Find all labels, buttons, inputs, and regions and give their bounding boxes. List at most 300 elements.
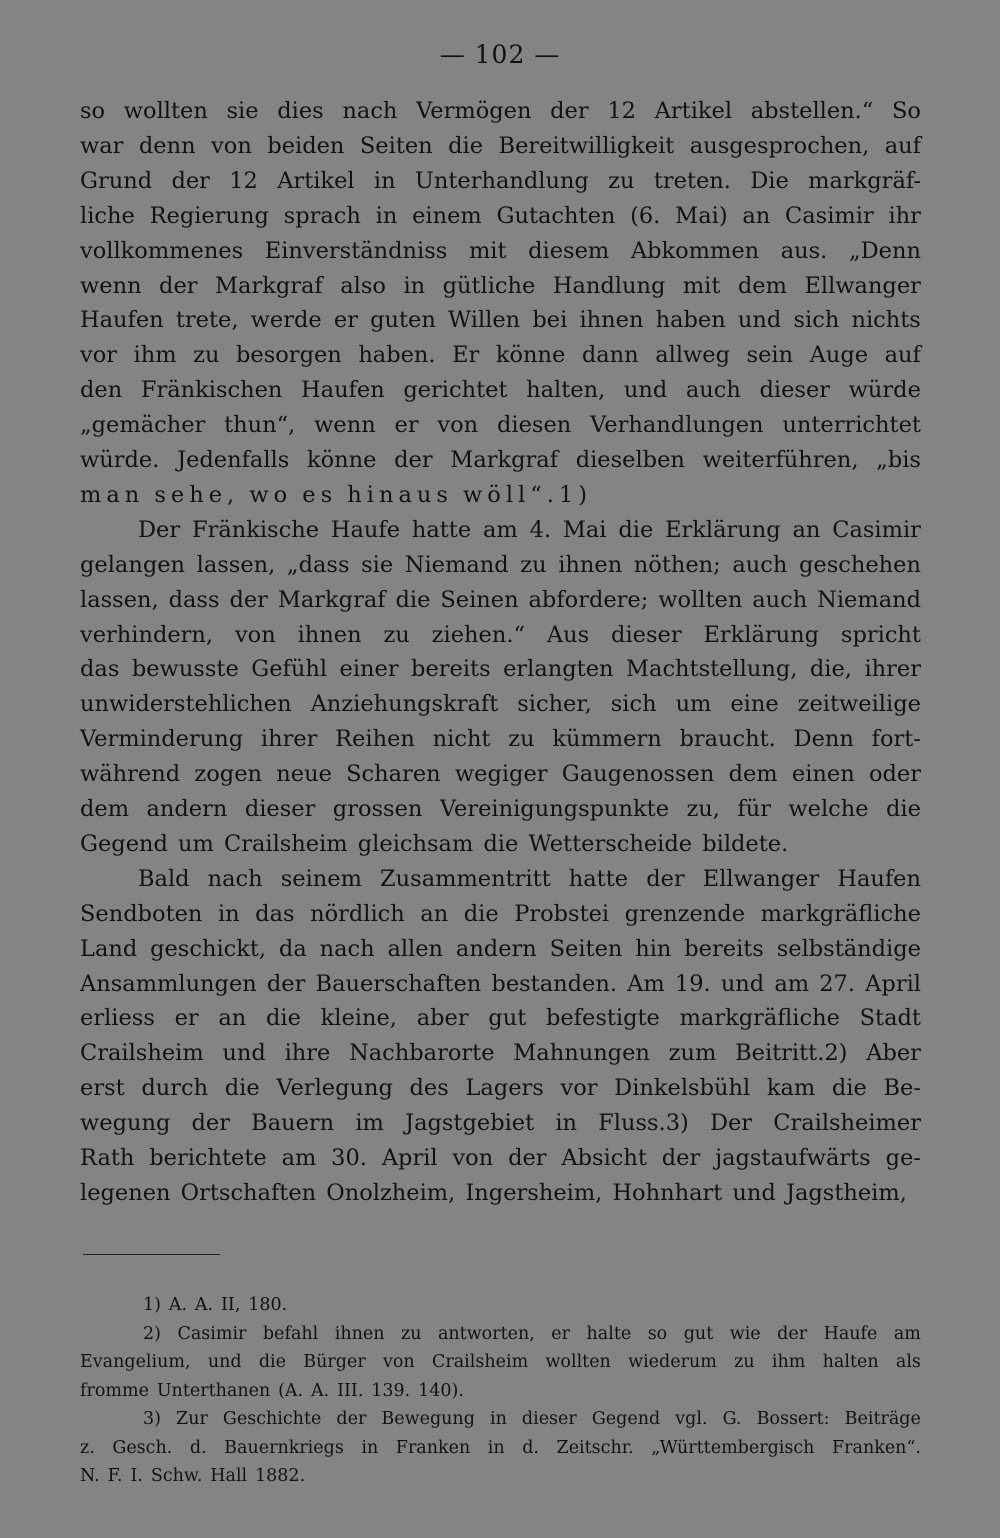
word: um xyxy=(675,691,712,718)
footnote-line xyxy=(80,1438,921,1466)
word: braucht. xyxy=(679,726,776,753)
word: Mai xyxy=(562,516,607,543)
word: die xyxy=(483,830,519,857)
word: grossen xyxy=(332,796,423,822)
word: bereits xyxy=(411,656,491,683)
word: Niemand xyxy=(817,586,921,613)
word: 27. xyxy=(819,970,856,997)
text-line xyxy=(138,866,921,901)
footnote-line xyxy=(143,1324,921,1352)
word: hatte xyxy=(568,865,629,892)
word: ihr xyxy=(888,202,921,229)
word: „dass xyxy=(286,551,350,578)
word: eine xyxy=(730,691,779,718)
word: Nachbarorte xyxy=(349,1040,495,1067)
word: da xyxy=(278,935,307,962)
word: G. xyxy=(722,1409,742,1429)
word: bestanden. xyxy=(491,970,617,997)
word: seinem xyxy=(280,865,362,892)
word: Probstei xyxy=(514,900,610,927)
word: Machtstellung, xyxy=(626,656,798,683)
word: dieselben xyxy=(575,447,685,473)
word: unterrichtet xyxy=(782,412,921,439)
page-number: — 102 — xyxy=(439,40,561,69)
word: Evangelium, xyxy=(80,1352,191,1372)
word: April xyxy=(865,970,921,997)
word: legenen xyxy=(80,1179,171,1206)
word: in xyxy=(487,1437,505,1458)
word: könne xyxy=(495,342,566,369)
word: am xyxy=(281,1145,317,1171)
word: und xyxy=(207,1352,242,1372)
text-line xyxy=(80,168,921,203)
word: bildete. xyxy=(702,830,789,857)
word: sich xyxy=(610,691,657,718)
word: während xyxy=(80,761,181,788)
word: in xyxy=(555,1110,577,1137)
word: die xyxy=(886,796,921,822)
word: ihm xyxy=(133,342,177,369)
word: wo xyxy=(249,481,293,508)
word: man xyxy=(80,481,145,508)
word: Casimir xyxy=(177,1323,247,1344)
word: Artikel xyxy=(654,98,733,124)
word: es xyxy=(302,481,338,508)
word: kam xyxy=(766,1075,816,1102)
text-line xyxy=(80,587,921,622)
word: die xyxy=(395,586,431,613)
word: antworten, xyxy=(437,1323,535,1344)
word: an xyxy=(742,202,771,229)
word: halte xyxy=(586,1323,632,1344)
word: Der xyxy=(709,1110,753,1137)
word: Crailsheim xyxy=(431,1352,529,1372)
word: Schw. xyxy=(150,1466,203,1486)
word: nach xyxy=(319,935,375,962)
word: die xyxy=(266,1005,301,1032)
word: allen xyxy=(387,935,444,962)
word: ihrer xyxy=(260,726,318,753)
word: selbständige xyxy=(776,935,921,962)
word: an xyxy=(420,900,449,927)
text-line xyxy=(80,726,921,761)
word: zu xyxy=(520,551,547,578)
word: nicht xyxy=(432,726,491,753)
word: war xyxy=(80,132,124,159)
word: Vereinigungspunkte xyxy=(439,796,670,822)
word: Haufen xyxy=(837,865,921,892)
word: F. xyxy=(107,1466,123,1486)
word: Markgraf xyxy=(450,447,559,473)
word: 1882. xyxy=(255,1466,306,1486)
word: aus. xyxy=(780,237,828,264)
word: von xyxy=(234,621,276,648)
word: auch xyxy=(732,551,788,578)
word: Franken“. xyxy=(832,1437,921,1458)
word: So xyxy=(892,98,921,124)
word: I. xyxy=(130,1466,143,1486)
word: Unterthanen xyxy=(156,1380,271,1401)
word: dies xyxy=(277,98,324,124)
word: könne xyxy=(306,447,377,473)
word: zeitweilige xyxy=(797,691,921,718)
word: Artikel xyxy=(277,167,355,194)
word: dieser xyxy=(244,796,316,822)
word: sprach xyxy=(283,202,361,229)
word: zu, xyxy=(686,796,720,822)
text-line xyxy=(80,936,921,971)
word: Ansammlungen xyxy=(80,970,257,997)
word: 1) xyxy=(143,1295,161,1315)
word: der xyxy=(171,167,210,194)
footnote-line xyxy=(143,1295,921,1323)
text-line xyxy=(80,482,921,517)
word: abfordere; xyxy=(528,586,649,613)
word: das xyxy=(255,900,295,927)
text-line xyxy=(80,901,921,936)
word: Verlegung xyxy=(276,1075,393,1102)
text-line xyxy=(80,1005,921,1040)
word: werde xyxy=(250,307,322,334)
word: Ellwanger xyxy=(804,272,921,299)
word: geschehen xyxy=(798,551,921,578)
word: wegung xyxy=(80,1110,171,1137)
word: Ingersheim, xyxy=(465,1179,603,1206)
footnote-line xyxy=(143,1409,921,1437)
word: befestigte xyxy=(545,1005,660,1032)
word: die, xyxy=(809,656,852,683)
word: spricht xyxy=(840,621,921,648)
word: ihnen xyxy=(558,551,623,578)
word: Jedenfalls xyxy=(177,447,290,473)
word: dem xyxy=(737,272,787,299)
word: zu xyxy=(193,342,220,369)
text-line xyxy=(80,133,921,168)
word: dieser xyxy=(521,1409,577,1429)
text-line xyxy=(80,377,921,412)
word: Markgraf xyxy=(277,586,386,613)
word: markgräf- xyxy=(808,167,921,194)
word: würde xyxy=(848,377,921,404)
word: hin xyxy=(635,935,672,962)
word: Regierung xyxy=(149,202,269,229)
word: als xyxy=(895,1352,921,1372)
word: trete, xyxy=(175,307,239,334)
word: ausgesprochen, xyxy=(689,132,870,159)
text-line xyxy=(80,1040,921,1075)
word: den xyxy=(80,377,123,404)
word: Rath xyxy=(80,1145,135,1171)
word: Gaugenossen xyxy=(561,761,715,788)
word: 19. xyxy=(674,970,711,997)
word: aber xyxy=(416,1005,469,1032)
word: und xyxy=(720,970,765,997)
word: Ellwanger xyxy=(702,865,820,892)
word: der xyxy=(159,272,198,299)
word: lassen, xyxy=(80,586,159,613)
word: denn xyxy=(138,132,196,159)
word: Aber xyxy=(866,1040,921,1067)
word: mit xyxy=(682,272,721,299)
footnote-line xyxy=(80,1381,921,1409)
word: Absicht xyxy=(561,1145,647,1171)
word: wollten xyxy=(123,98,208,124)
word: von xyxy=(452,1145,494,1171)
word: „Württembergisch xyxy=(651,1437,815,1458)
text-line xyxy=(80,796,921,831)
word: Die xyxy=(750,167,789,194)
word: kümmern xyxy=(552,726,662,753)
word: sich xyxy=(793,307,840,334)
word: Zeitschr. xyxy=(556,1437,634,1458)
word: 4. xyxy=(529,516,552,543)
word: in xyxy=(373,167,396,194)
word: Bewegung xyxy=(381,1409,475,1429)
word: gerichtet xyxy=(403,377,508,404)
word: Franken xyxy=(395,1437,471,1458)
word: mit xyxy=(468,237,507,264)
word: Gegend xyxy=(80,830,168,857)
text-line xyxy=(80,98,921,133)
word: Verhandlungen xyxy=(590,412,764,439)
word: hatte xyxy=(411,516,472,543)
word: wenn xyxy=(80,272,142,299)
word: Geschichte xyxy=(222,1409,322,1429)
word: zu xyxy=(400,1323,422,1344)
word: „Denn xyxy=(848,237,921,264)
text-line xyxy=(80,342,921,377)
word: guten xyxy=(370,307,436,334)
word: Vermögen xyxy=(416,98,532,124)
word: dass xyxy=(168,586,220,613)
word: vgl. xyxy=(675,1409,708,1429)
word: Zur xyxy=(176,1409,208,1429)
word: haben. xyxy=(358,342,436,369)
word: andern xyxy=(146,796,228,822)
text-line xyxy=(80,1110,921,1145)
word: er xyxy=(394,412,419,439)
word: Verminderung xyxy=(80,726,244,753)
word: gut xyxy=(683,1323,714,1344)
text-line xyxy=(80,761,921,796)
word: Zusammentritt xyxy=(380,865,551,892)
word: Erklärung xyxy=(665,516,781,543)
word: nach xyxy=(207,865,263,892)
word: Scharen xyxy=(346,761,441,788)
word: am xyxy=(774,970,810,997)
word: von xyxy=(437,412,479,439)
word: Am xyxy=(627,970,665,997)
word: haben xyxy=(655,307,726,334)
word: in xyxy=(361,1437,379,1458)
word: die xyxy=(618,516,654,543)
word: der xyxy=(777,1323,808,1344)
word: Abkommen xyxy=(630,237,760,264)
word: er xyxy=(333,307,358,334)
word: II, xyxy=(221,1295,241,1315)
word: z. xyxy=(80,1437,95,1458)
word: Bürger xyxy=(303,1352,366,1372)
text-line xyxy=(80,552,921,587)
word: allweg xyxy=(655,342,730,369)
word: einen xyxy=(791,761,855,788)
word: zogen xyxy=(194,761,263,788)
word: Denn xyxy=(793,726,854,753)
word: wenn xyxy=(314,412,376,439)
word: ihnen xyxy=(334,1323,385,1344)
word: bereits xyxy=(684,935,764,962)
text-line xyxy=(138,517,921,552)
word: einer xyxy=(339,656,399,683)
text-line xyxy=(80,307,921,342)
word: Unterhandlung xyxy=(414,167,589,194)
word: Einverständniss xyxy=(264,237,448,264)
word: Crailsheimer xyxy=(773,1110,921,1137)
word: 12 xyxy=(607,98,636,124)
word: abstellen.“ xyxy=(750,98,874,124)
word: A. xyxy=(311,1380,330,1401)
word: in xyxy=(375,202,398,229)
word: ihre xyxy=(284,1040,331,1067)
word: wöll“.1) xyxy=(463,481,592,508)
word: 12 xyxy=(229,167,258,194)
word: auch xyxy=(685,377,741,404)
word: geschickt, xyxy=(150,935,267,962)
footnote-line xyxy=(80,1352,921,1380)
word: die xyxy=(448,132,484,159)
word: Beitritt.2) xyxy=(735,1040,848,1067)
word: am xyxy=(482,516,518,543)
word: Reihen xyxy=(335,726,415,753)
text-line xyxy=(80,1180,921,1215)
word: zu xyxy=(383,621,410,648)
word: Crailsheim xyxy=(80,1040,204,1067)
word: gütliche xyxy=(442,272,536,299)
word: d. xyxy=(522,1437,539,1458)
word: oder xyxy=(868,761,921,788)
word: zu xyxy=(508,726,535,753)
word: neue xyxy=(276,761,332,788)
word: Gegend xyxy=(591,1409,661,1429)
word: nördlich xyxy=(310,900,405,927)
word: III. xyxy=(337,1380,364,1401)
word: Seiten xyxy=(359,132,433,159)
text-line xyxy=(80,1075,921,1110)
word: der xyxy=(508,1145,547,1171)
word: und xyxy=(732,1179,776,1206)
word: grenzende xyxy=(624,900,746,927)
word: Gefühl xyxy=(251,656,328,683)
word: Haufe xyxy=(330,516,401,543)
word: Ortschaften xyxy=(180,1179,317,1206)
text-line xyxy=(80,691,921,726)
text-line xyxy=(80,971,921,1006)
word: für xyxy=(737,796,771,822)
word: von xyxy=(383,1352,415,1372)
word: in xyxy=(217,900,240,927)
word: Beiträge xyxy=(844,1409,921,1429)
word: fromme xyxy=(80,1380,149,1401)
word: die xyxy=(463,900,499,927)
word: auch xyxy=(752,586,808,613)
word: 139. xyxy=(371,1380,411,1401)
word: dieser xyxy=(759,377,831,404)
word: liche xyxy=(80,202,135,229)
word: Dinkelsbühl xyxy=(614,1075,751,1102)
word: der xyxy=(550,98,589,124)
word: 180. xyxy=(248,1295,288,1315)
text-line xyxy=(80,447,921,482)
word: und xyxy=(222,1040,266,1067)
word: kleine, xyxy=(320,1005,397,1032)
word: ihrer xyxy=(864,656,921,683)
word: um xyxy=(178,830,214,857)
text-line xyxy=(80,656,921,691)
word: Seinen xyxy=(440,586,519,613)
word: Lagers xyxy=(465,1075,544,1102)
word: auf xyxy=(884,342,921,369)
word: Bauerschaften xyxy=(315,970,482,997)
word: Hall xyxy=(210,1466,248,1486)
word: Be- xyxy=(883,1075,921,1102)
word: diesem xyxy=(528,237,610,264)
word: dem xyxy=(80,796,130,822)
word: Hohnhart xyxy=(612,1179,723,1206)
text-line xyxy=(80,203,921,238)
word: A. xyxy=(168,1295,188,1315)
word: auf xyxy=(884,132,921,159)
word: erliess xyxy=(80,1005,155,1032)
word: markgräfliche xyxy=(679,1005,840,1032)
word: N. xyxy=(80,1466,100,1486)
word: unwiderstehlichen xyxy=(80,691,292,718)
word: gelangen xyxy=(80,551,186,578)
word: wiederum xyxy=(628,1352,717,1372)
word: Auge xyxy=(809,342,869,369)
word: gleichsam xyxy=(357,830,474,857)
word: treten. xyxy=(653,167,731,194)
word: in xyxy=(403,272,426,299)
word: würde. xyxy=(80,447,160,473)
word: (A. xyxy=(278,1380,304,1401)
word: Haufen xyxy=(80,307,164,334)
word: Crailsheim xyxy=(223,830,348,857)
word: die xyxy=(224,1075,260,1102)
word: Der xyxy=(138,516,181,543)
word: bei xyxy=(532,307,568,334)
word: zum xyxy=(668,1040,717,1067)
word: „gemächer xyxy=(80,412,206,439)
word: und xyxy=(623,377,668,404)
word: sie xyxy=(361,551,394,578)
word: Fränkischen xyxy=(140,377,283,404)
word: Anziehungskraft xyxy=(310,691,499,718)
word: ihm xyxy=(771,1352,806,1372)
word: also xyxy=(340,272,386,299)
word: d. xyxy=(189,1437,207,1458)
word: der xyxy=(646,865,685,892)
word: der xyxy=(266,970,306,997)
word: 30. xyxy=(331,1145,367,1171)
word: andern xyxy=(455,935,537,962)
word: er xyxy=(551,1323,571,1344)
word: Bald xyxy=(138,865,190,892)
word: jagstaufwärts xyxy=(715,1145,871,1171)
word: Onolzheim, xyxy=(326,1179,456,1206)
word: des xyxy=(409,1075,449,1102)
word: ziehen.“ xyxy=(431,621,525,648)
word: A. xyxy=(194,1295,214,1315)
